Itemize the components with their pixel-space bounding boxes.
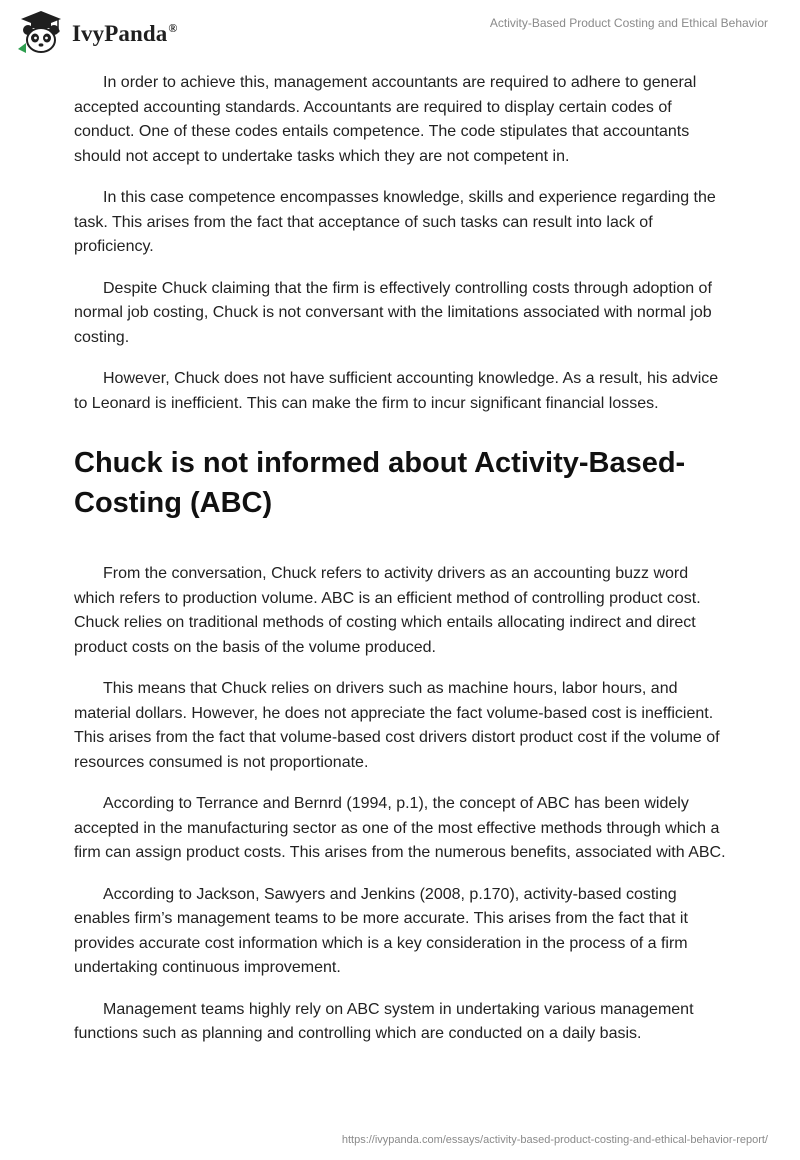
source-url[interactable]: https://ivypanda.com/essays/activity-based-product-costing-and-ethical-behavior-report/: [341, 1134, 768, 1146]
section-heading: Chuck is not informed about Activity-Based-Costing (ABC): [74, 447, 686, 519]
panda-graduate-logo-icon: [14, 9, 68, 55]
paragraph: However, Chuck does not have sufficient accounting knowledge. As a result, his advice to Leonard is inefficient. This can make the firm to incur significant financial losses.: [74, 370, 719, 412]
paragraph: Despite Chuck claiming that the firm is effectively controlling costs through adoption of normal job costing, Chuck is not conversant with the limitations associated with normal job costing.: [74, 279, 712, 346]
paragraph: According to Terrance and Bernrd (1994, p.1), the concept of ABC has been widely accepted in the manufacturing sector as one of the most effective methods through which a firm can assign product costs. This arises from the numerous benefits, associated with ABC.: [74, 795, 726, 861]
paragraph: Management teams highly rely on ABC system in undertaking various management functions such as planning and controlling which are conducted on a daily basis.: [74, 1000, 694, 1042]
essay-content: [74, 71, 730, 1064]
paragraph: In order to achieve this, management accountants are required to adhere to general accepted accounting standards. Accountants are required to display certain codes of conduct. One of these codes entails competence. The code stipulates that accountants should not accept to undertake tasks which they are not competent in.: [74, 74, 697, 165]
paragraph: This means that Chuck relies on drivers such as machine hours, labor hours, and material dollars. However, he does not appreciate the fact volume-based cost is inefficient. This arises from the fact that volume-based cost drivers distort product cost if the volume of resources consumed is not proportionate.: [74, 680, 720, 771]
registered-mark: ®: [168, 21, 178, 36]
paragraph: From the conversation, Chuck refers to activity drivers as an accounting buzz word which refers to production volume. ABC is an efficient method of controlling product cost. Chuck relies on traditional methods of costing which entails allocating indirect and direct product costs on the basis of the volume produced.: [74, 565, 701, 656]
brand-logo[interactable]: [14, 9, 177, 55]
brand-name: IvyPanda®: [72, 21, 178, 46]
paragraph: In this case competence encompasses knowledge, skills and experience regarding the task. This arises from the fact that acceptance of such tasks can result into lack of proficiency.: [74, 189, 716, 255]
paragraph: According to Jackson, Sawyers and Jenkins (2008, p.170), activity-based costing enables firm’s management teams to be more accurate. This arises from the fact that it provides accurate cost information which is a key consideration in the process of a firm undertaking continuous improvement.: [74, 885, 688, 976]
page-header: [0, 0, 800, 62]
document-title: Activity-Based Product Costing and Ethical Behavior: [489, 16, 768, 30]
